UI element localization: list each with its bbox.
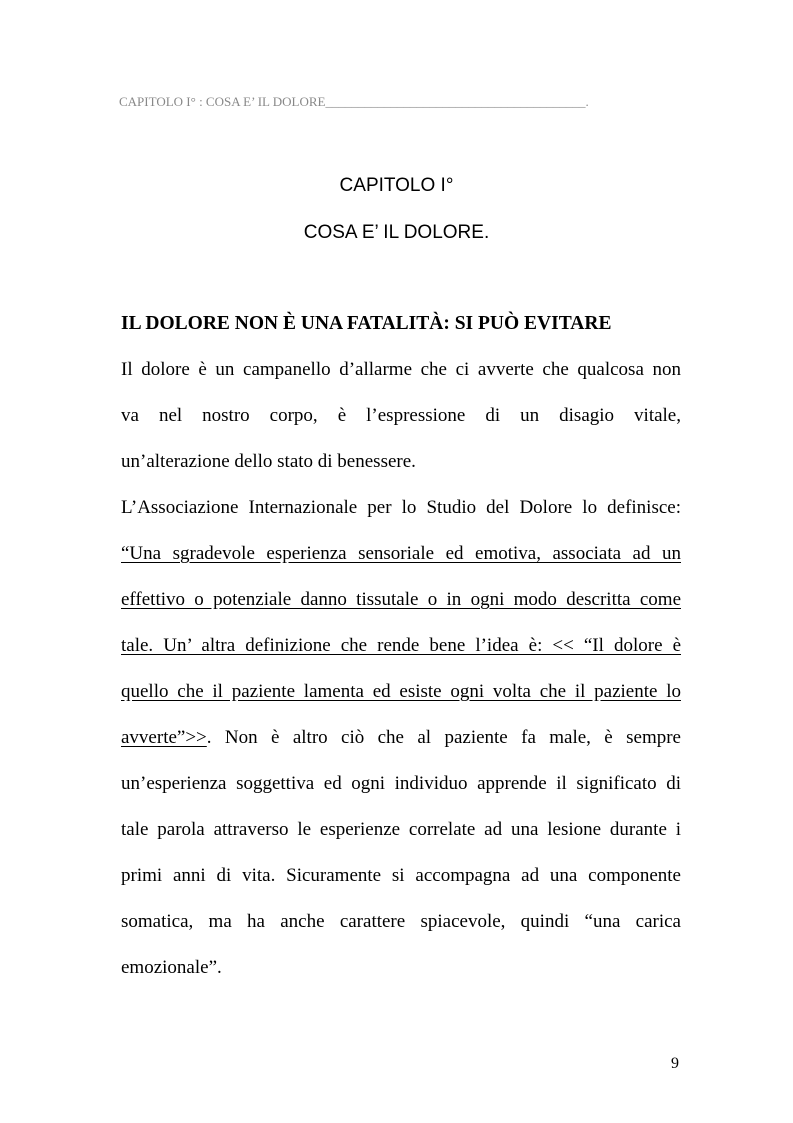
body-line-7-quote: tale. Un’ altra definizione che rende bene l’idea è: << “Il dolore è [121,635,681,656]
body-line-9-rest: . Non è altro ciò che al paziente fa male, è sempre [206,727,681,748]
section-heading: IL DOLORE NON È UNA FATALITÀ: SI PUÒ EVITARE [121,313,612,334]
body-line-9 [121,726,681,750]
chapter-number: CAPITOLO I° [339,175,454,196]
body-line-14: emozionale”. [121,957,222,978]
body-line-10: un’esperienza soggettiva ed ogni individuo apprende il significato di [121,773,681,794]
body-line-2: va nel nostro corpo, è l’espressione di un disagio vitale, [121,405,681,426]
body-line-6-quote: effettivo o potenziale danno tissutale o in ogni modo descritta come [121,589,681,610]
page-number: 9 [671,1055,679,1072]
quote-end: avverte”>> [121,727,207,748]
body-line-4: L’Associazione Internazionale per lo Studio del Dolore lo definisce: [121,497,681,518]
body-line-11: tale parola attraverso le esperienze correlate ad una lesione durante i [121,819,681,840]
body-line-12: primi anni di vita. Sicuramente si accompagna ad una componente [121,865,681,886]
body-line-13: somatica, ma ha anche carattere spiacevole, quindi “una carica [121,911,681,932]
running-header: CAPITOLO I° : COSA E’ IL DOLORE________________________________________. [119,94,589,109]
body-line-1: Il dolore è un campanello d’allarme che ci avverte che qualcosa non [121,359,681,380]
body-line-8-quote: quello che il paziente lamenta ed esiste ogni volta che il paziente lo [121,681,681,702]
chapter-title: COSA E’ IL DOLORE. [303,222,490,243]
body-line-3: un’alterazione dello stato di benessere. [121,451,416,472]
body-line-5-quote: “Una sgradevole esperienza sensoriale ed emotiva, associata ad un [121,543,681,564]
